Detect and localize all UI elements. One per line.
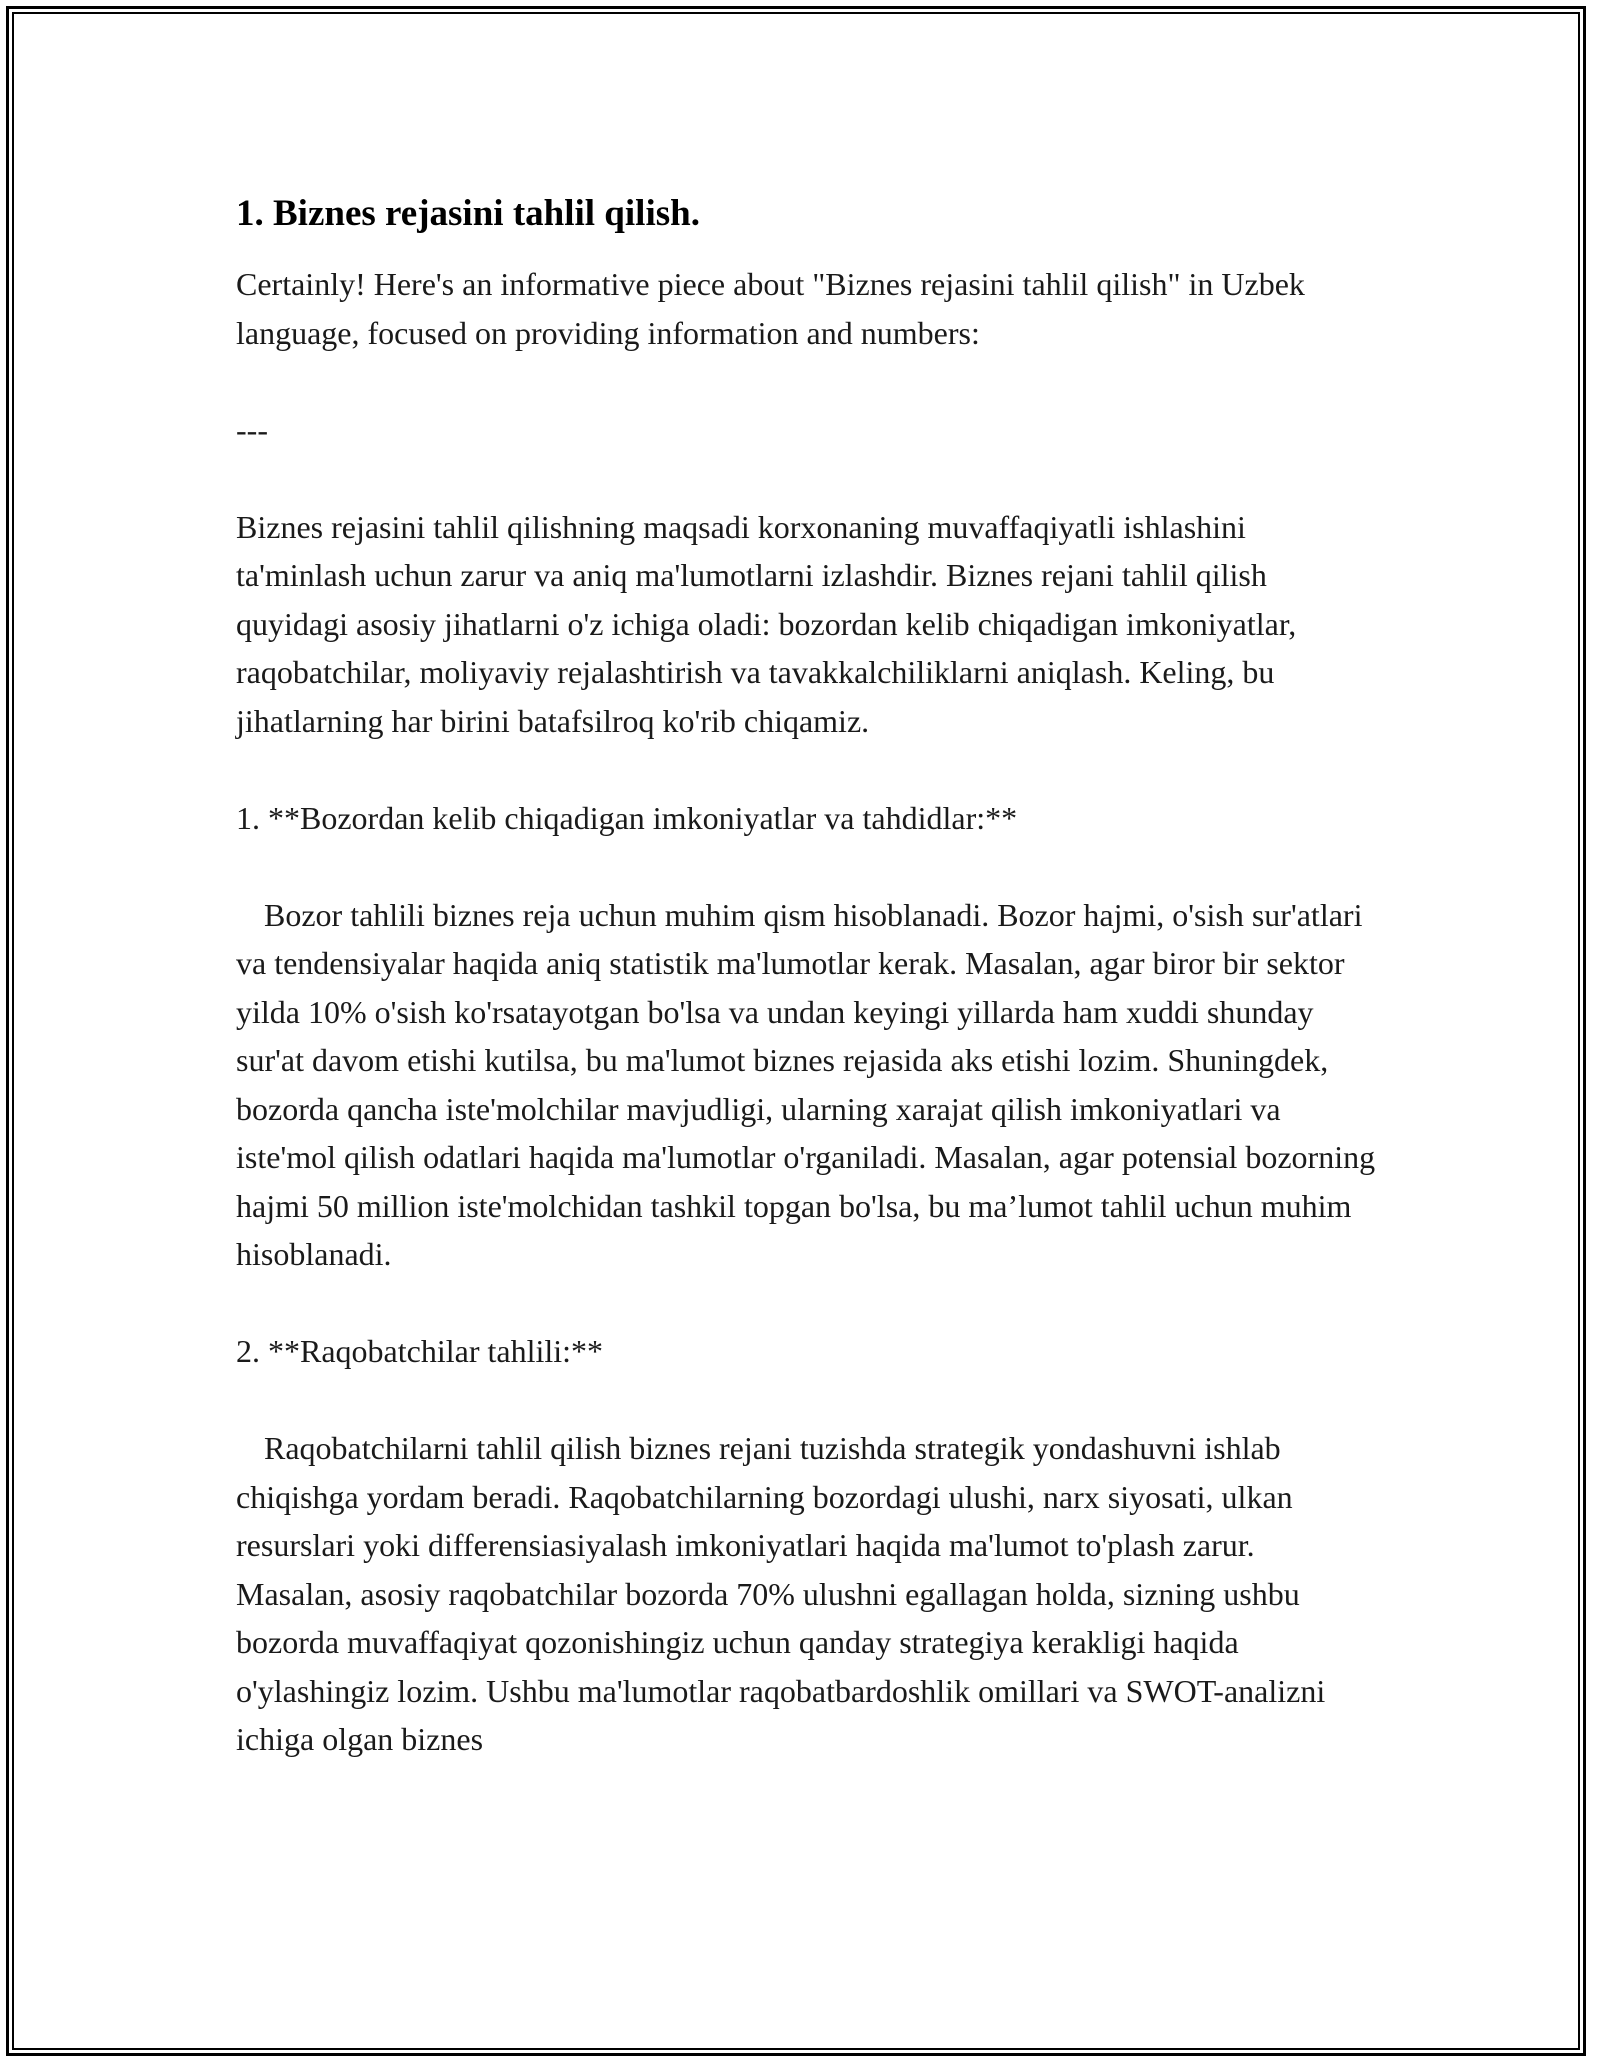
document-body bbox=[236, 190, 1384, 1812]
section-2-paragraph: Raqobatchilarni tahlil qilish biznes rejani tuzishda strategik yondashuvni ishlab chiqishga yordam beradi. Raqobatchilarning bozordagi ulushi, narx siyosati, ulkan resurslari yoki differensiasiyalash imkoniyatlari haqida ma'lumot to'plash zarur. Masalan, asosiy raqobatchilar bozorda 70% ulushni egallagan holda, sizning ushbu bozorda muvaffaqiyat qozonishingiz uchun qanday strategiya kerakligi haqida o'ylashingiz lozim. Ushbu ma'lumotlar raqobatbardoshlik omillari va SWOT-analizni ichiga olgan biznes bbox=[236, 1430, 1334, 1757]
separator-line: --- bbox=[236, 411, 268, 448]
intro-paragraph: Certainly! Here's an informative piece about "Biznes rejasini tahlil qilish" in Uzbek language, focused on providing information and numbers: bbox=[236, 266, 1313, 351]
document-heading: 1. Biznes rejasini tahlil qilish. bbox=[236, 193, 700, 234]
section-2-title: 2. **Raqobatchilar tahlili:** bbox=[236, 1333, 604, 1369]
overview-paragraph: Biznes rejasini tahlil qilishning maqsadi korxonaning muvaffaqiyatli ishlashini ta'minlash uchun zarur va aniq ma'lumotlarni izlashdir. Biznes rejani tahlil qilish quyidagi asosiy jihatlarni o'z ichiga oladi: bozordan kelib chiqadigan imkoniyatlar, raqobatchilar, moliyaviy rejalashtirish va tavakkalchiliklarni aniqlash. Keling, bu jihatlarning har birini batafsilroq ko'rib chiqamiz. bbox=[236, 508, 1305, 739]
section-1-title: 1. **Bozordan kelib chiqadigan imkoniyatlar va tahdidlar:** bbox=[236, 799, 1018, 836]
section-1-paragraph: Bozor tahlili biznes reja uchun muhim qism hisoblanadi. Bozor hajmi, o'sish sur'atlari va tendensiyalar haqida aniq statistik ma'lumotlar kerak. Masalan, agar biror bir sektor yilda 10% o'sish ko'rsatayotgan bo'lsa va undan keyingi yillarda ham xuddi shunday sur'at davom etishi kutilsa, bu ma'lumot biznes rejasida aks etishi lozim. Shuningdek, bozorda qancha iste'molchilar mavjudligi, ularning xarajat qilish imkoniyatlari va iste'mol qilish odatlari haqida ma'lumotlar o'rganiladi. Masalan, agar potensial bozorning hajmi 50 million iste'molchidan tashkil topgan bo'lsa, bu ma’lumot tahlil uchun muhim hisoblanadi. bbox=[236, 896, 1384, 1272]
